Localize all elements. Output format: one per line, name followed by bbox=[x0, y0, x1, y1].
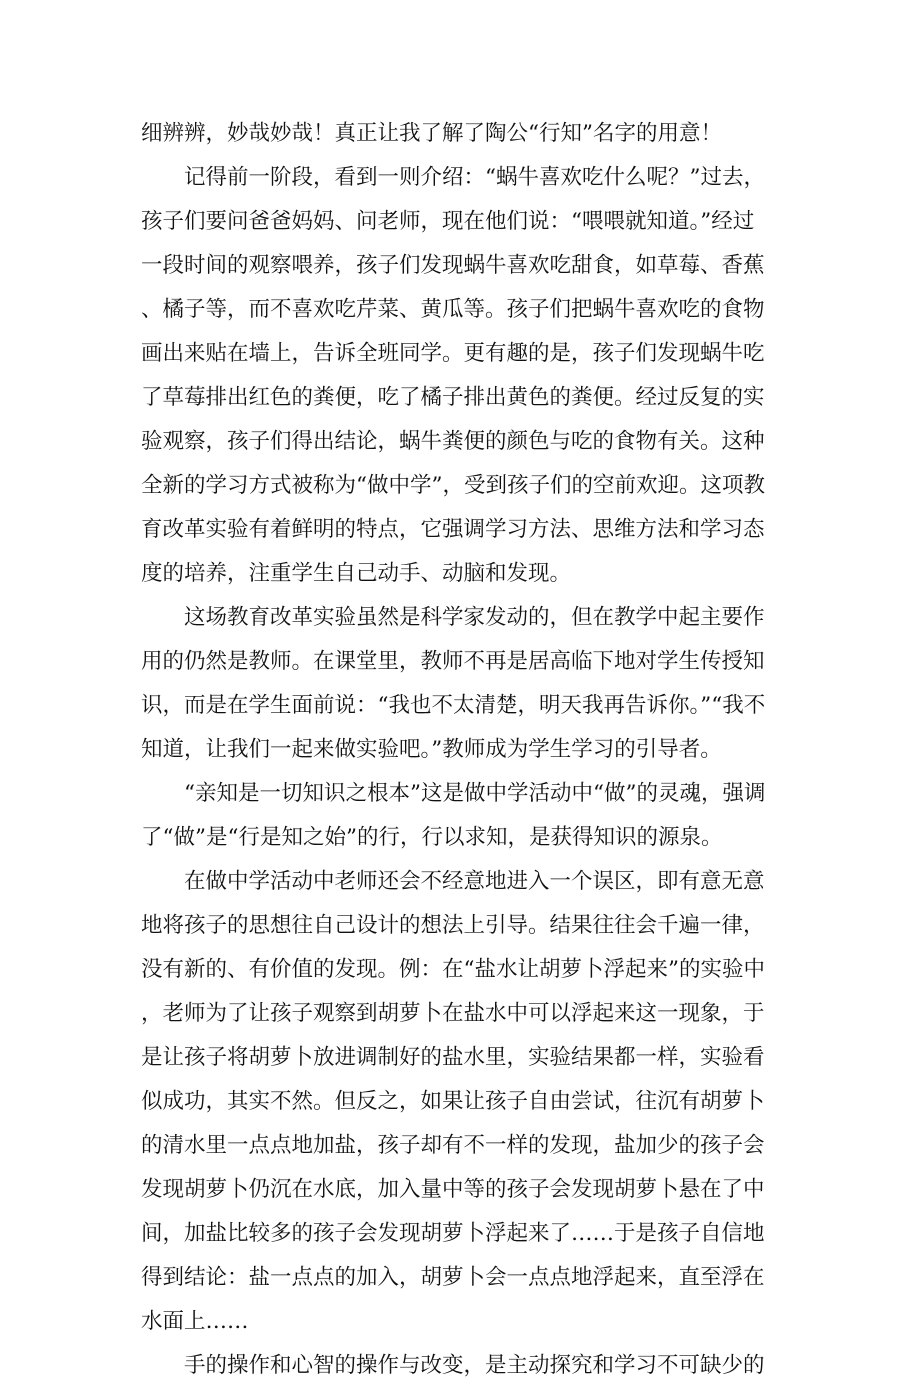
text-line: 知道，让我们一起来做实验吧。”教师成为学生学习的引导者。 bbox=[141, 737, 722, 762]
text-line: 水面上…… bbox=[141, 1309, 249, 1334]
text-line: 间，加盐比较多的孩子会发现胡萝卜浮起来了……于是孩子自信地 bbox=[141, 1221, 765, 1246]
text-line: “亲知是一切知识之根本”这是做中学活动中“做”的灵魂，强调 bbox=[184, 781, 766, 806]
text-line: 的清水里一点点地加盐，孩子却有不一样的发现，盐加少的孩子会 bbox=[141, 1133, 765, 1158]
text-line: 地将孩子的思想往自己设计的想法上引导。结果往往会千遍一律， bbox=[141, 913, 765, 938]
text-line: 了草莓排出红色的粪便，吃了橘子排出黄色的粪便。经过反复的实 bbox=[141, 385, 765, 410]
document-body bbox=[141, 112, 781, 1388]
text-line: 手的操作和心智的操作与改变，是主动探究和学习不可缺少的 bbox=[184, 1353, 765, 1378]
text-line: 识，而是在学生面前说：“我也不太清楚，明天我再告诉你。”“我不 bbox=[141, 693, 766, 718]
text-line: 度的培养，注重学生自己动手、动脑和发现。 bbox=[141, 561, 572, 586]
text-line: 验观察，孩子们得出结论，蜗牛粪便的颜色与吃的食物有关。这种 bbox=[141, 429, 765, 454]
text-line: 孩子们要问爸爸妈妈、问老师，现在他们说：“喂喂就知道。”经过 bbox=[141, 209, 755, 234]
text-line: 育改革实验有着鲜明的特点，它强调学习方法、思维方法和学习态 bbox=[141, 517, 765, 542]
text-line: 发现胡萝卜仍沉在水底，加入量中等的孩子会发现胡萝卜悬在了中 bbox=[141, 1177, 765, 1202]
text-line: ，老师为了让孩子观察到胡萝卜在盐水中可以浮起来这一现象，于 bbox=[141, 1001, 765, 1026]
text-line: 在做中学活动中老师还会不经意地进入一个误区，即有意无意 bbox=[184, 869, 765, 894]
text-line: 没有新的、有价值的发现。例：在“盐水让胡萝卜浮起来”的实验中 bbox=[141, 957, 765, 982]
text-line: 细辨辨，妙哉妙哉！真正让我了解了陶公“行知”名字的用意！ bbox=[141, 121, 722, 146]
text-line: 得到结论：盐一点点的加入，胡萝卜会一点点地浮起来，直至浮在 bbox=[141, 1265, 765, 1290]
text-line: 一段时间的观察喂养，孩子们发现蜗牛喜欢吃甜食，如草莓、香蕉 bbox=[141, 253, 765, 278]
text-line: 、橘子等，而不喜欢吃芹菜、黄瓜等。孩子们把蜗牛喜欢吃的食物 bbox=[141, 297, 765, 322]
text-line: 这场教育改革实验虽然是科学家发动的，但在教学中起主要作 bbox=[184, 605, 765, 630]
text-line: 画出来贴在墙上，告诉全班同学。更有趣的是，孩子们发现蜗牛吃 bbox=[141, 341, 765, 366]
text-line: 用的仍然是教师。在课堂里，教师不再是居高临下地对学生传授知 bbox=[141, 649, 765, 674]
text-line: 是让孩子将胡萝卜放进调制好的盐水里，实验结果都一样，实验看 bbox=[141, 1045, 765, 1070]
text-line: 似成功，其实不然。但反之，如果让孩子自由尝试，往沉有胡萝卜 bbox=[141, 1089, 765, 1114]
text-line: 记得前一阶段，看到一则介绍：“蜗牛喜欢吃什么呢？”过去， bbox=[184, 165, 765, 190]
text-line: 了“做”是“行是知之始”的行，行以求知，是获得知识的源泉。 bbox=[141, 825, 723, 850]
text-line: 全新的学习方式被称为“做中学”，受到孩子们的空前欢迎。这项教 bbox=[141, 473, 765, 498]
